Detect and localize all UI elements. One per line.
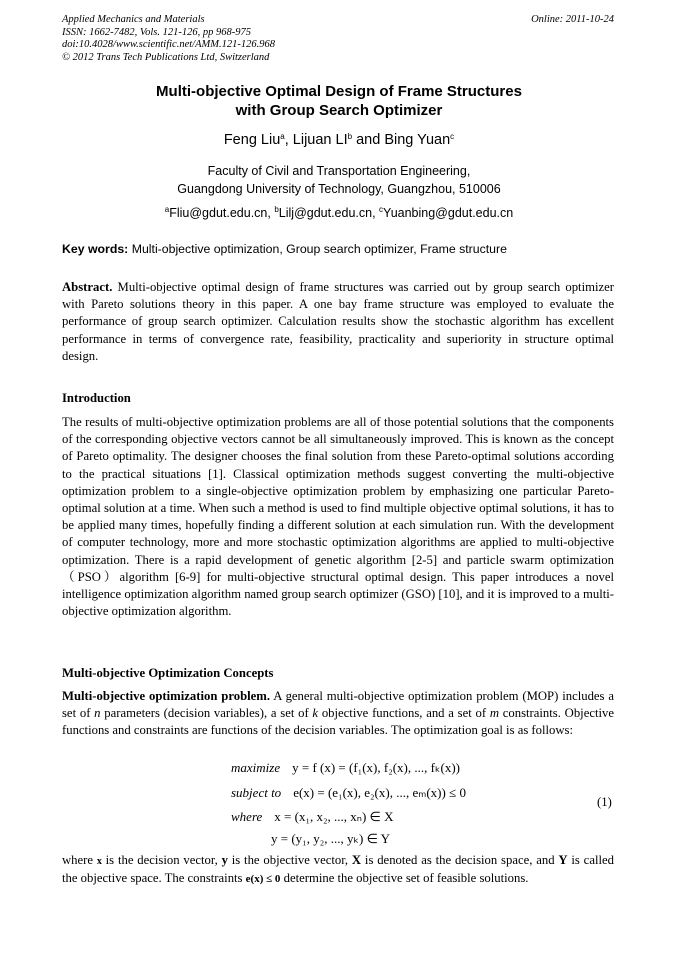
equation-y: y = (y₁, y₂, ..., yₖ) ∈ Y (271, 831, 391, 846)
after-eq-text: is the objective vector, (227, 853, 352, 867)
symbol-y: y (221, 853, 228, 867)
eq-maximize-expr: y = f (x) = (f₁(x), f₂(x), ..., fₖ(x)) (292, 760, 460, 775)
author-3: Bing Yuan (384, 132, 451, 148)
after-eq-text: where (62, 853, 97, 867)
issn: ISSN: 1662-7482, Vols. 121-126, pp 968-975 (62, 26, 251, 38)
email-a: Fliu@gdut.edu.cn, (169, 206, 275, 220)
concepts-sub-label: Multi-objective optimization problem. (62, 689, 271, 703)
email-c-marker: c (379, 205, 384, 214)
keywords (62, 242, 617, 256)
eq-subject-label: subject to (231, 785, 282, 800)
var-m: m (489, 706, 500, 721)
equation-subject (231, 785, 466, 801)
var-k: k (312, 706, 319, 721)
eq-subject-expr: e(x) = (e₁(x), e₂(x), ..., eₘ(x)) ≤ 0 (293, 785, 466, 800)
after-eq-text: is denoted as the decision space, and (361, 853, 559, 867)
email-c: Yuanbing@gdut.edu.cn (383, 206, 514, 220)
constraint-expr: e(x) ≤ 0 (245, 873, 281, 886)
online-date: Online: 2011-10-24 (531, 14, 614, 25)
eq-where-expr: x = (x₁, x₂, ..., xₙ) ∈ X (274, 809, 394, 824)
var-n: n (94, 706, 101, 721)
introduction-text: The results of multi-objective optimization problems are all of those potential solutions that the components of the corresponding objective vectors cannot be all simultaneously improved. This is known as the concept of Pareto optimality. The designer chooses the final solution from these Pareto-optimal solutions according to the practical situations [1]. Classical optimization methods suggest converting the multi-objective optimization problem to a single-objective optimization problem by emphasizing one particular Pareto-optimal solution at a time. When such a method is used to find multiple objective optimal solutions, it has to be applied many times, hopefully finding a different solution at each simulation run. With the development of computer technology, more and more stochastic optimization algorithms are applied to multi-objective optimization. There is a rapid development of genetic algorithm [2-5] and particle swarm optimization（PSO）algorithm [6-9] for multi-objective structural optimal design. This paper introduces a novel intelligence optimization algorithm named group search optimizer (GSO) [10], and it is improved to a multi-objective optimization algorithm. (62, 415, 614, 619)
keywords-text: Multi-objective optimization, Group search optimizer, Frame structure (128, 242, 507, 256)
equation-where (231, 809, 394, 825)
introduction-heading: Introduction (62, 391, 131, 405)
abstract-label: Abstract. (62, 280, 113, 294)
after-eq-text: is called the objective space. The constraints (62, 853, 614, 886)
eq-maximize-label: maximize (231, 760, 281, 775)
symbol-x: x (96, 856, 102, 867)
abstract-text: Multi-objective optimal design of frame structures was carried out by group search optimizer with Pareto solutions theory in this paper. A one bay frame structure was employed to evaluate the performance of group search optimizer. Calculation results show the stochastic algorithm has excellent performance in terms of convergence rate, feasibility, practicality and superiority in structure optimal design. (62, 280, 614, 363)
affiliation-line-2: Guangdong University of Technology, Guangzhou, 510006 (177, 182, 501, 196)
eq-where-label: where (231, 809, 263, 824)
after-equation-paragraph (62, 852, 614, 888)
concepts-heading: Multi-objective Optimization Concepts (62, 666, 274, 680)
email-a-marker: a (164, 205, 170, 214)
author-list (0, 132, 678, 148)
author-2-affil: b (347, 132, 353, 141)
author-separator: , (284, 132, 293, 148)
concepts-text: constraints. Objective functions and constraints are functions of the decision variables. The optimization goal is as follows: (62, 706, 614, 738)
author-separator: and (352, 132, 385, 148)
author-2: Lijuan LI (292, 132, 348, 148)
concepts-paragraph (62, 688, 614, 740)
concepts-text: A general multi-objective optimization problem (MOP) includes a set of (62, 689, 614, 721)
author-1-affil: a (280, 132, 285, 141)
symbol-Y: Y (558, 853, 568, 867)
title-line-1: Multi-objective Optimal Design of Frame Structures (156, 83, 522, 100)
author-3-affil: c (450, 132, 455, 141)
concepts-text: parameters (decision variables), a set of (100, 706, 313, 721)
author-1: Feng Liu (223, 132, 281, 148)
equation-number: (1) (597, 795, 612, 809)
after-eq-text: determine the objective set of feasible solutions. (280, 871, 529, 886)
affiliation (0, 162, 678, 198)
after-eq-text: is the decision vector, (101, 853, 222, 867)
author-emails (0, 206, 678, 220)
symbol-X: X (351, 853, 362, 867)
concepts-text: objective functions, and a set of (318, 706, 490, 721)
doi: doi:10.4028/www.scientific.net/AMM.121-126.968 (62, 39, 275, 50)
journal-header (62, 14, 275, 64)
copyright: © 2012 Trans Tech Publications Ltd, Switzerland (62, 51, 270, 63)
equation-maximize (231, 760, 460, 776)
title-line-2: with Group Search Optimizer (235, 102, 443, 119)
abstract (62, 279, 614, 365)
journal-name: Applied Mechanics and Materials (62, 14, 205, 25)
paper-title (0, 82, 678, 120)
keywords-label: Key words: (62, 242, 129, 256)
affiliation-line-1: Faculty of Civil and Transportation Engineering, (207, 164, 471, 178)
email-b: Lilj@gdut.edu.cn, (278, 206, 380, 220)
email-b-marker: b (274, 205, 279, 214)
